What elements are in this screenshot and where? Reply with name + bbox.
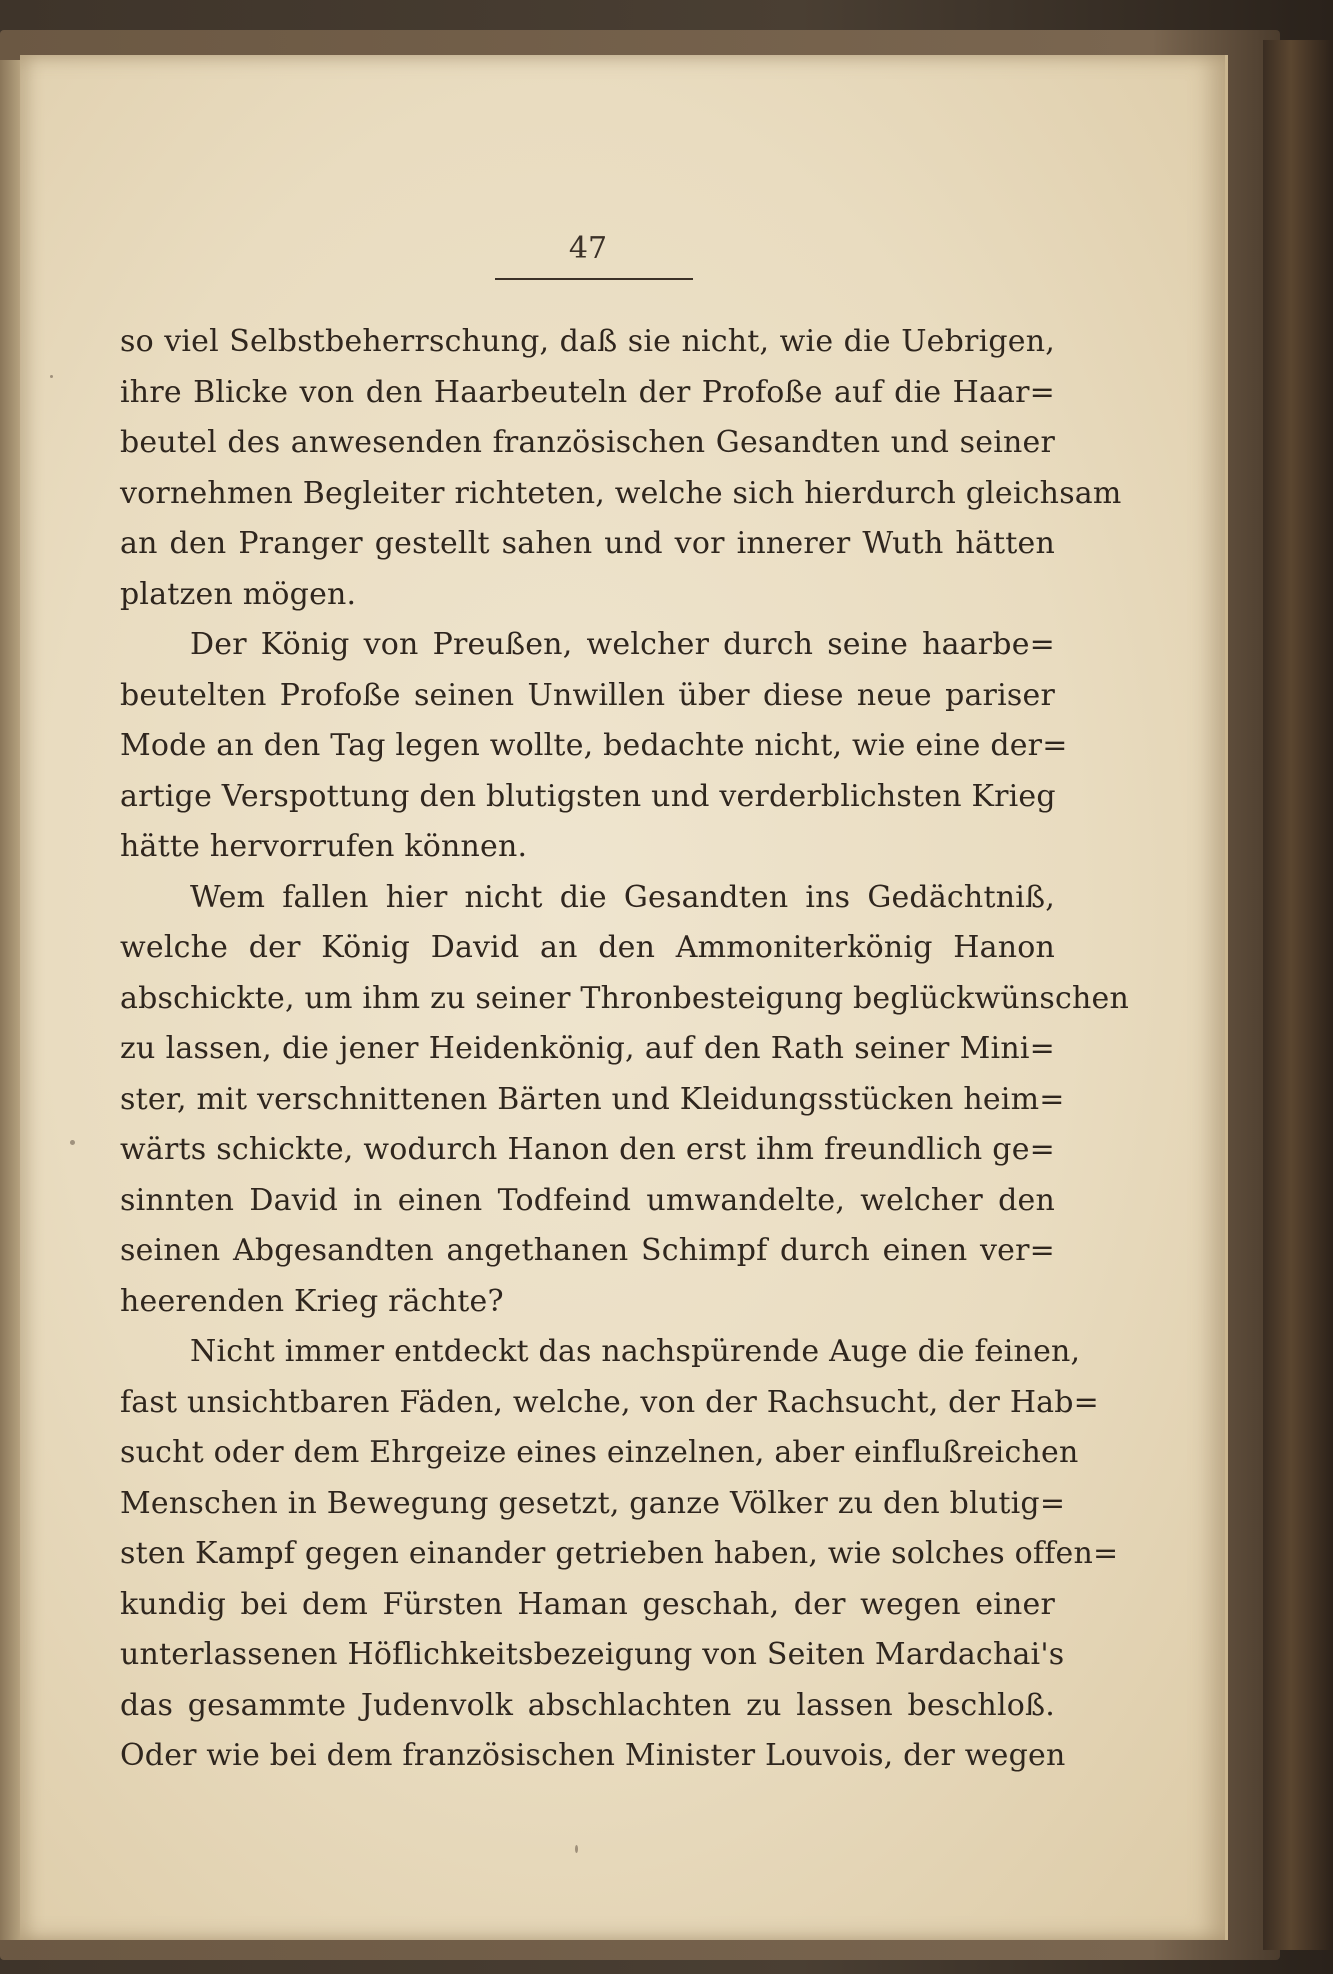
text-line: vornehmen Begleiter richteten, welche sich hierdurch gleichsam — [120, 475, 1122, 511]
text-line: Menschen in Bewegung gesetzt, ganze Völker zu den blutig= — [120, 1485, 1066, 1521]
text-line: ster, mit verschnittenen Bärten und Kleidungsstücken heim= — [120, 1081, 1065, 1117]
text-line: sten Kampf gegen einander getrieben haben, wie solches offen= — [120, 1536, 1119, 1571]
text-line: Mode an den Tag legen wollte, bedachte nicht, wie eine der= — [120, 728, 1068, 763]
book-page — [20, 55, 1228, 1940]
paragraph-start-line: Wem fallen hier nicht die Gesandten ins Gedächtniß, — [190, 879, 1055, 915]
text-line: das gesammte Judenvolk abschlachten zu lassen beschloß. — [120, 1687, 1055, 1723]
body-text — [120, 317, 1130, 1782]
paper-speck — [50, 375, 53, 378]
left-page-edge — [0, 60, 22, 1940]
text-line: zu lassen, die jener Heidenkönig, auf den Rath seiner Mini= — [120, 1031, 1055, 1066]
paragraph-start-line: Nicht immer entdeckt das nachspürende Auge die feinen, — [190, 1334, 1081, 1369]
text-line: welche der König David an den Ammoniterkönig Hanon — [120, 930, 1055, 965]
header-rule — [495, 278, 693, 280]
text-line: ihre Blicke von den Haarbeuteln der Profoße auf die Haar= — [120, 374, 1055, 410]
text-line: fast unsichtbaren Fäden, welche, von der Rachsucht, der Hab= — [120, 1384, 1100, 1420]
text-line: seinen Abgesandten angethanen Schimpf durch einen ver= — [120, 1233, 1055, 1268]
text-line: sucht oder dem Ehrgeize eines einzelnen, aber einflußreichen — [120, 1435, 1079, 1470]
text-line: kundig bei dem Fürsten Haman geschah, der wegen einer — [120, 1586, 1055, 1622]
page-number: 47 — [568, 231, 608, 266]
book-spine-edge — [1263, 40, 1333, 1950]
paper-speck — [575, 1845, 578, 1853]
text-line: Oder wie bei dem französischen Minister Louvois, der wegen — [120, 1738, 1066, 1773]
text-line: abschickte, um ihm zu seiner Thronbesteigung beglückwünschen — [120, 980, 1130, 1016]
text-line: wärts schickte, wodurch Hanon den erst ihm freundlich ge= — [120, 1132, 1055, 1167]
text-line: an den Pranger gestellt sahen und vor innerer Wuth hätten — [120, 526, 1055, 561]
text-line: beutelten Profoße seinen Unwillen über diese neue pariser — [120, 677, 1055, 713]
text-line: beutel des anwesenden französischen Gesandten und seiner — [120, 425, 1055, 460]
text-line: unterlassenen Höflichkeitsbezeigung von Seiten Mardachai's — [120, 1637, 1065, 1672]
text-line: artige Verspottung den blutigsten und verderblichsten Krieg — [120, 778, 1056, 814]
paper-speck — [70, 1140, 75, 1145]
text-line: hätte hervorrufen können. — [120, 829, 528, 864]
text-line: heerenden Krieg rächte? — [120, 1283, 504, 1319]
text-line: platzen mögen. — [120, 576, 357, 612]
paragraph-start-line: Der König von Preußen, welcher durch seine haarbe= — [190, 627, 1055, 662]
text-line: so viel Selbstbeherrschung, daß sie nicht, wie die Uebrigen, — [120, 324, 1055, 359]
text-line: sinnten David in einen Todfeind umwandelte, welcher den — [120, 1182, 1055, 1218]
